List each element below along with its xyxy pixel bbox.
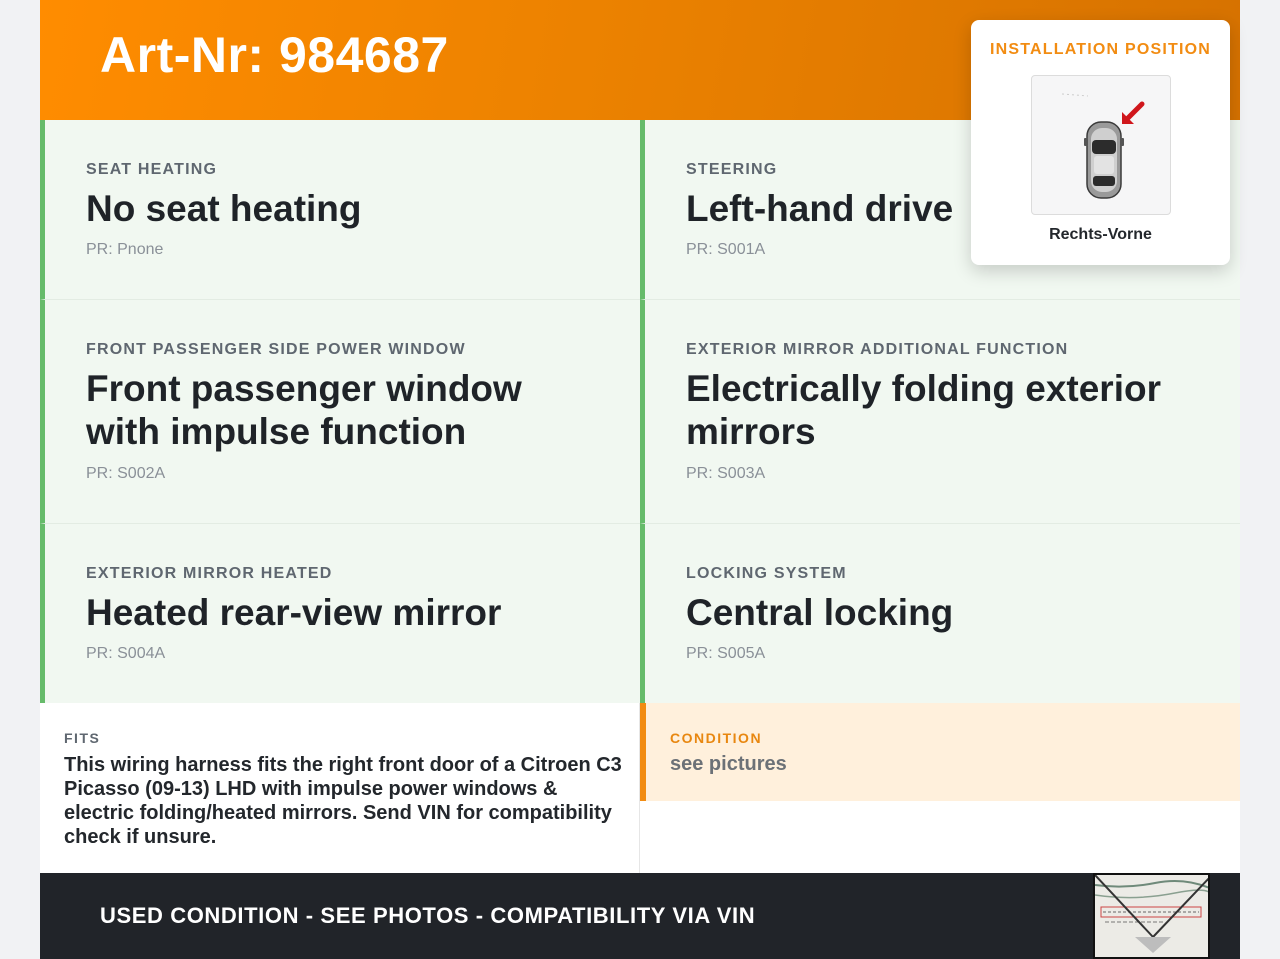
fits-section — [40, 703, 640, 873]
spec-value: Front passenger window with impulse function — [86, 368, 522, 452]
spec-locking-system — [640, 524, 1240, 704]
installation-position-caption: Rechts-Vorne — [1049, 226, 1152, 243]
car-top-view-icon — [1032, 76, 1172, 216]
installation-position-label: INSTALLATION POSITION — [989, 41, 1212, 58]
spec-pr-code: PR: S002A — [86, 465, 166, 482]
spec-label: EXTERIOR MIRROR ADDITIONAL FUNCTION — [686, 341, 1069, 358]
fits-text: This wiring harness fits the right front door of a Citroen C3 Picasso (09-13) LHD with impulse power windows & electric folding/heated mirrors. Send VIN for compatibility check if unsure. — [64, 754, 622, 848]
spec-pr-code: PR: S001A — [686, 241, 766, 258]
spec-label: SEAT HEATING — [86, 161, 218, 178]
spec-value: No seat heating — [86, 188, 362, 229]
spec-pr-code: PR: Pnone — [86, 241, 164, 258]
footer-text: USED CONDITION - SEE PHOTOS - COMPATIBILITY VIA VIN — [100, 903, 756, 928]
installation-image[interactable] — [1031, 75, 1171, 215]
installation-position-card — [971, 20, 1230, 265]
spec-seat-heating — [40, 120, 640, 300]
spec-passenger-window — [40, 300, 640, 524]
spec-value: Electrically folding exterior mirrors — [686, 368, 1161, 452]
fits-label: FITS — [64, 730, 101, 746]
spec-label: LOCKING SYSTEM — [686, 565, 847, 582]
spec-value: Left-hand drive — [686, 188, 954, 229]
spec-mirror-function — [640, 300, 1240, 524]
article-number-title: Art-Nr: 984687 — [100, 27, 449, 83]
label-photo-thumbnail[interactable] — [1093, 873, 1210, 959]
label-photo-image — [1095, 875, 1210, 959]
condition-section — [640, 703, 1240, 801]
spec-value: Central locking — [686, 592, 954, 633]
spec-pr-code: PR: S004A — [86, 645, 166, 662]
spec-mirror-heated — [40, 524, 640, 704]
spec-label: EXTERIOR MIRROR HEATED — [86, 565, 333, 582]
spec-value: Heated rear-view mirror — [86, 592, 502, 633]
spec-label: STEERING — [686, 161, 778, 178]
condition-label: CONDITION — [670, 730, 763, 746]
spec-label: FRONT PASSENGER SIDE POWER WINDOW — [86, 341, 466, 358]
condition-text: see pictures — [670, 753, 787, 775]
spec-pr-code: PR: S005A — [686, 645, 766, 662]
spec-pr-code: PR: S003A — [686, 465, 766, 482]
footer-bar — [40, 873, 1240, 959]
